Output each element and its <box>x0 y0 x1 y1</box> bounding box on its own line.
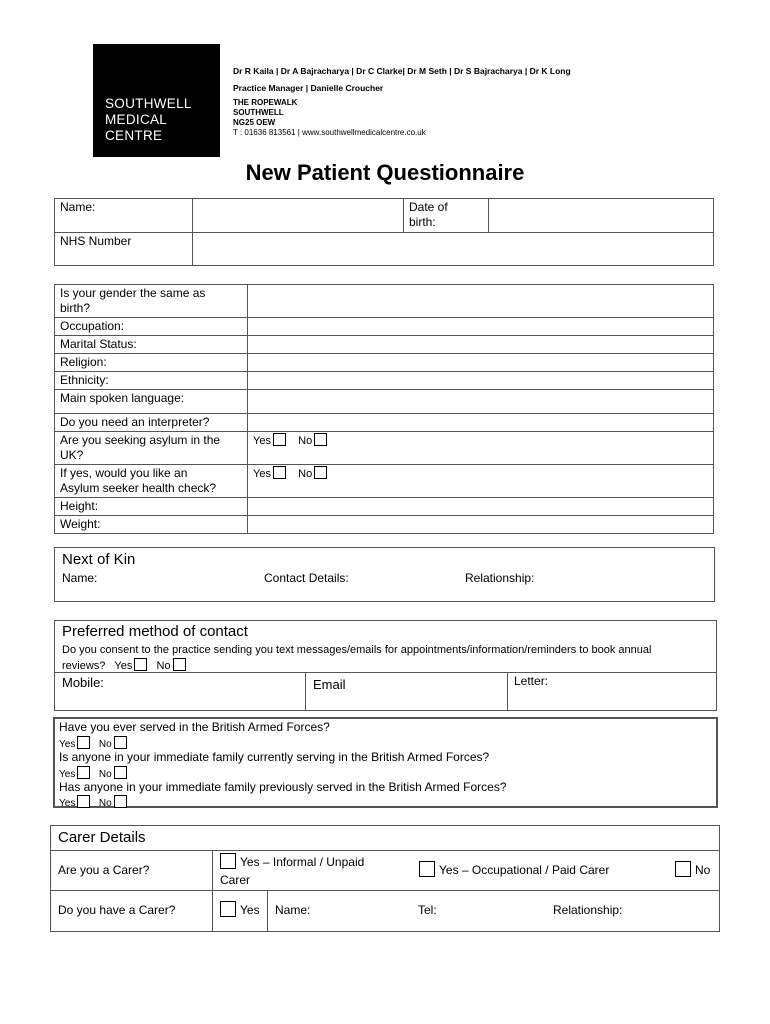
have-carer-label: Do you have a Carer? <box>58 903 176 917</box>
identity-table <box>54 198 714 266</box>
page-title: New Patient Questionnaire <box>245 160 525 185</box>
carer-no-label: No <box>695 863 711 877</box>
forces-q1-options <box>59 736 130 750</box>
no-label: No <box>98 798 112 809</box>
forces-q2-options <box>59 766 130 780</box>
doctors-list: Dr R Kaila | Dr A Bajracharya | Dr C Clarke| Dr M Seth | Dr S Bajracharya | Dr K Long <box>233 66 571 76</box>
height-field[interactable] <box>248 498 714 516</box>
email-label: Email <box>313 677 346 692</box>
interpreter-label: Do you need an interpreter? <box>55 414 248 432</box>
asylum-check-label-line: Asylum seeker health check? <box>60 481 217 495</box>
no-label: No <box>298 468 313 480</box>
kin-relationship-label: Relationship: <box>465 571 535 585</box>
logo-line: MEDICAL <box>105 112 168 127</box>
gender-field[interactable] <box>248 285 714 318</box>
asylum-label-line: Are you seeking asylum in the <box>60 433 221 447</box>
asylum-check-yes-checkbox[interactable] <box>273 466 286 479</box>
letter-label: Letter: <box>514 674 549 688</box>
marital-field[interactable] <box>248 336 714 354</box>
kin-contact-label: Contact Details: <box>264 571 349 585</box>
contact-line: T : 01636 813561 | www.southwellmedicalcentre.co.uk <box>233 128 426 137</box>
carer-occupational-option <box>419 861 609 877</box>
consent-yes-checkbox[interactable] <box>134 658 147 671</box>
no-label: No <box>156 660 171 672</box>
next-of-kin-title: Next of Kin <box>62 551 136 568</box>
yes-label: Yes <box>253 468 271 480</box>
carer-tel-label: Tel: <box>418 903 437 917</box>
yes-label: Yes <box>253 435 271 447</box>
asylum-no-checkbox[interactable] <box>314 433 327 446</box>
yes-label: Yes <box>59 798 76 809</box>
carer-occupational-checkbox[interactable] <box>419 861 435 877</box>
practice-manager: Practice Manager | Danielle Croucher <box>233 83 384 93</box>
nhs-label: NHS Number <box>55 233 193 266</box>
occupation-label: Occupation: <box>55 318 248 336</box>
divider <box>305 672 306 710</box>
asylum-check-options <box>248 465 714 498</box>
weight-field[interactable] <box>248 516 714 534</box>
have-carer-yes-checkbox[interactable] <box>220 901 236 917</box>
address-line: THE ROPEWALK <box>233 98 298 107</box>
asylum-check-no-checkbox[interactable] <box>314 466 327 479</box>
consent-text: reviews? <box>62 660 106 672</box>
kin-name-label: Name: <box>62 571 98 585</box>
logo-line: SOUTHWELL <box>105 96 192 111</box>
religion-field[interactable] <box>248 354 714 372</box>
consent-text: Do you consent to the practice sending you text messages/emails for appointments/information/reminders to book annual <box>62 644 652 656</box>
carer-informal-checkbox[interactable] <box>220 853 236 869</box>
carer-relationship-label: Relationship: <box>553 903 623 917</box>
forces-q2-yes-checkbox[interactable] <box>77 766 90 779</box>
divider <box>51 850 719 851</box>
divider <box>212 850 213 931</box>
height-label: Height: <box>55 498 248 516</box>
have-carer-yes-label: Yes <box>240 903 260 917</box>
asylum-check-label-line: If yes, would you like an <box>60 466 188 480</box>
carer-name-label: Name: <box>275 903 311 917</box>
forces-q3-no-checkbox[interactable] <box>114 795 127 808</box>
weight-label: Weight: <box>55 516 248 534</box>
carer-title: Carer Details <box>58 829 146 846</box>
marital-label: Marital Status: <box>55 336 248 354</box>
forces-q1-yes-checkbox[interactable] <box>77 736 90 749</box>
name-label: Name: <box>55 199 193 233</box>
forces-q3-yes-checkbox[interactable] <box>77 795 90 808</box>
contact-method-section <box>54 620 717 711</box>
yes-label: Yes <box>59 739 76 750</box>
carer-informal-label: Carer <box>220 873 251 887</box>
yes-label: Yes <box>59 769 76 780</box>
carer-section <box>50 825 720 932</box>
dob-label-line: Date of <box>409 200 448 214</box>
asylum-label <box>55 432 248 465</box>
asylum-options <box>248 432 714 465</box>
name-field[interactable] <box>193 199 404 233</box>
carer-informal-option <box>220 853 364 889</box>
divider <box>507 672 508 710</box>
dob-label <box>404 199 489 233</box>
gender-label-line: birth? <box>60 301 91 315</box>
carer-no-checkbox[interactable] <box>675 861 691 877</box>
asylum-label-line: UK? <box>60 448 84 462</box>
address-line: NG25 OEW <box>233 118 276 127</box>
next-of-kin-section <box>54 547 715 602</box>
carer-no-option <box>675 861 710 877</box>
logo-line: CENTRE <box>105 128 163 143</box>
no-label: No <box>98 769 112 780</box>
ethnicity-label: Ethnicity: <box>55 372 248 390</box>
forces-q2-no-checkbox[interactable] <box>114 766 127 779</box>
consent-options <box>62 658 189 672</box>
dob-field[interactable] <box>489 199 714 233</box>
divider <box>267 890 268 931</box>
gender-label-line: Is your gender the same as <box>60 286 206 300</box>
forces-q3-options <box>59 795 130 809</box>
ethnicity-field[interactable] <box>248 372 714 390</box>
forces-question-1: Have you ever served in the British Armed Forces? <box>59 720 330 734</box>
religion-label: Religion: <box>55 354 248 372</box>
divider <box>55 672 716 673</box>
dob-label-line: birth: <box>409 215 436 229</box>
armed-forces-section <box>53 717 718 808</box>
contact-method-title: Preferred method of contact <box>62 623 248 640</box>
details-table <box>54 284 714 534</box>
asylum-check-label <box>55 465 248 498</box>
consent-no-checkbox[interactable] <box>173 658 186 671</box>
forces-question-2: Is anyone in your immediate family currently serving in the British Armed Forces? <box>59 750 490 764</box>
no-label: No <box>298 435 313 447</box>
occupation-field[interactable] <box>248 318 714 336</box>
language-field[interactable] <box>248 390 714 414</box>
carer-occupational-label: Yes – Occupational / Paid Carer <box>439 863 610 877</box>
mobile-label: Mobile: <box>62 675 104 690</box>
asylum-yes-checkbox[interactable] <box>273 433 286 446</box>
no-label: No <box>98 739 112 750</box>
gender-label <box>55 285 248 318</box>
interpreter-field[interactable] <box>248 414 714 432</box>
have-carer-yes-option <box>220 901 260 917</box>
carer-informal-label: Yes – Informal / Unpaid <box>240 855 365 869</box>
language-label: Main spoken language: <box>55 390 248 414</box>
nhs-field[interactable] <box>193 233 714 266</box>
are-you-carer-label: Are you a Carer? <box>58 863 150 877</box>
forces-question-3: Has anyone in your immediate family previously served in the British Armed Forces? <box>59 780 507 794</box>
yes-label: Yes <box>114 660 133 672</box>
practice-logo <box>93 44 220 157</box>
address-line: SOUTHWELL <box>233 108 284 117</box>
divider <box>51 890 719 891</box>
forces-q1-no-checkbox[interactable] <box>114 736 127 749</box>
